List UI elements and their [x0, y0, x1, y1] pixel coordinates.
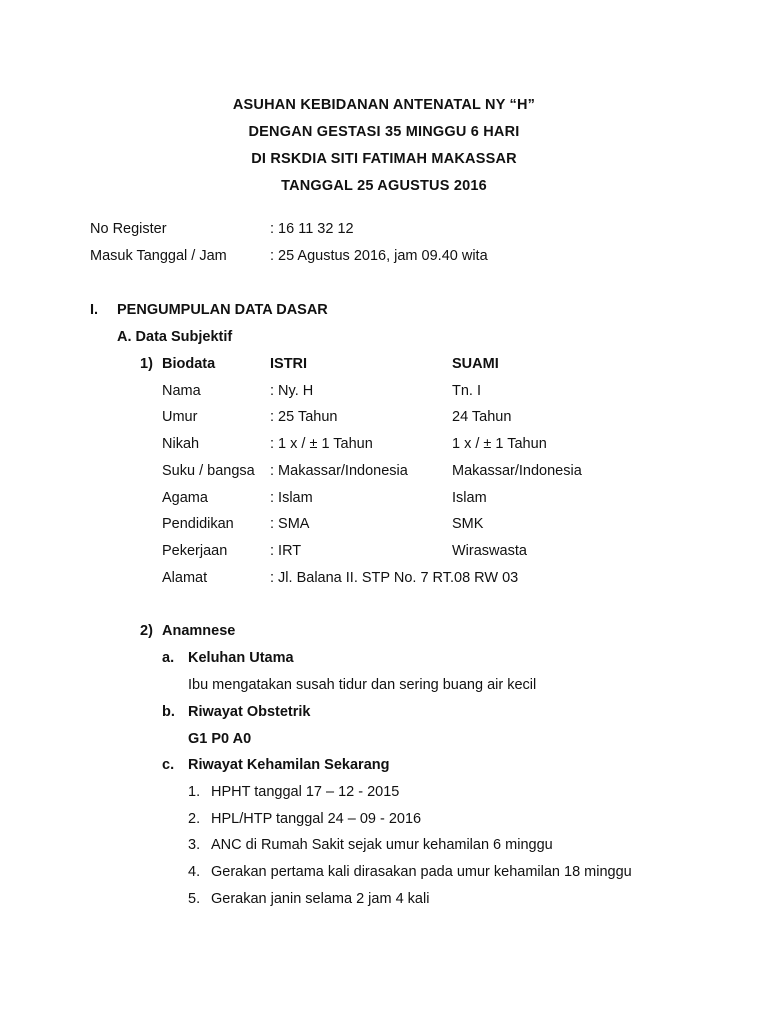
obstetrik-letter: b.	[162, 704, 175, 720]
masuk-value: : 25 Agustus 2016, jam 09.40 wita	[270, 248, 488, 264]
biodata-row-label: Alamat	[162, 570, 208, 586]
biodata-row-label: Nikah	[162, 436, 200, 452]
kehamilan-title: Riwayat Kehamilan Sekarang	[188, 757, 390, 773]
biodata-row-label: Nama	[162, 383, 201, 399]
list-item-number: 2.	[188, 811, 201, 827]
section-number: I.	[90, 302, 99, 318]
keluhan-title: Keluhan Utama	[188, 650, 294, 666]
biodata-row-suami: Wiraswasta	[452, 543, 527, 559]
title-line-1: ASUHAN KEBIDANAN ANTENATAL NY “H”	[232, 97, 536, 113]
biodata-row-suami: Makassar/Indonesia	[452, 463, 582, 479]
biodata-row-istri: : Makassar/Indonesia	[270, 463, 408, 479]
biodata-row-istri: : 1 x / ± 1 Tahun	[270, 436, 373, 452]
biodata-row-label: Pekerjaan	[162, 543, 228, 559]
biodata-row-istri: : Islam	[270, 490, 313, 506]
biodata-row-suami: Islam	[452, 490, 487, 506]
list-item-number: 1.	[188, 784, 201, 800]
anamnese-number: 2)	[140, 623, 153, 639]
anamnese-label: Anamnese	[162, 623, 236, 639]
biodata-row-label: Suku / bangsa	[162, 463, 255, 479]
list-item: Gerakan janin selama 2 jam 4 kali	[211, 891, 430, 907]
biodata-row-istri: : 25 Tahun	[270, 409, 338, 425]
subsection-a-title: A. Data Subjektif	[117, 329, 233, 345]
register-no-value: : 16 11 32 12	[270, 221, 354, 237]
title-line-4: TANGGAL 25 AGUSTUS 2016	[281, 178, 487, 194]
list-item-number: 3.	[188, 837, 201, 853]
biodata-row-suami: 1 x / ± 1 Tahun	[452, 436, 547, 452]
document-title	[0, 92, 768, 200]
title-line-2: DENGAN GESTASI 35 MINGGU 6 HARI	[248, 124, 520, 140]
list-item: HPHT tanggal 17 – 12 - 2015	[211, 784, 400, 800]
biodata-row-label: Agama	[162, 490, 208, 506]
biodata-row-istri: : Ny. H	[270, 383, 314, 399]
list-item: Gerakan pertama kali dirasakan pada umur kehamilan 18 minggu	[211, 864, 632, 880]
istri-header: ISTRI	[270, 356, 308, 372]
obstetrik-text: G1 P0 A0	[188, 731, 252, 747]
biodata-label: Biodata	[162, 356, 216, 372]
biodata-row-suami: SMK	[452, 516, 484, 532]
obstetrik-title: Riwayat Obstetrik	[188, 704, 311, 720]
kehamilan-letter: c.	[162, 757, 175, 773]
title-line-3: DI RSKDIA SITI FATIMAH MAKASSAR	[251, 151, 517, 167]
section-title: PENGUMPULAN DATA DASAR	[117, 302, 328, 318]
list-item-number: 4.	[188, 864, 201, 880]
list-item: HPL/HTP tanggal 24 – 09 - 2016	[211, 811, 422, 827]
biodata-row-suami: 24 Tahun	[452, 409, 512, 425]
biodata-row-istri: : SMA	[270, 516, 310, 532]
biodata-row-istri: : IRT	[270, 543, 302, 559]
biodata-row-label: Pendidikan	[162, 516, 234, 532]
keluhan-text: Ibu mengatakan susah tidur dan sering buang air kecil	[188, 677, 537, 693]
suami-header: SUAMI	[452, 356, 499, 372]
biodata-row-istri: : Jl. Balana II. STP No. 7 RT.08 RW 03	[270, 570, 519, 586]
list-item: ANC di Rumah Sakit sejak umur kehamilan 6 minggu	[211, 837, 553, 853]
biodata-number: 1)	[140, 356, 153, 372]
list-item-number: 5.	[188, 891, 201, 907]
masuk-label: Masuk Tanggal / Jam	[90, 248, 227, 264]
biodata-row-suami: Tn. I	[452, 383, 482, 399]
register-no-label: No Register	[90, 221, 167, 237]
keluhan-letter: a.	[162, 650, 175, 666]
biodata-row-label: Umur	[162, 409, 198, 425]
